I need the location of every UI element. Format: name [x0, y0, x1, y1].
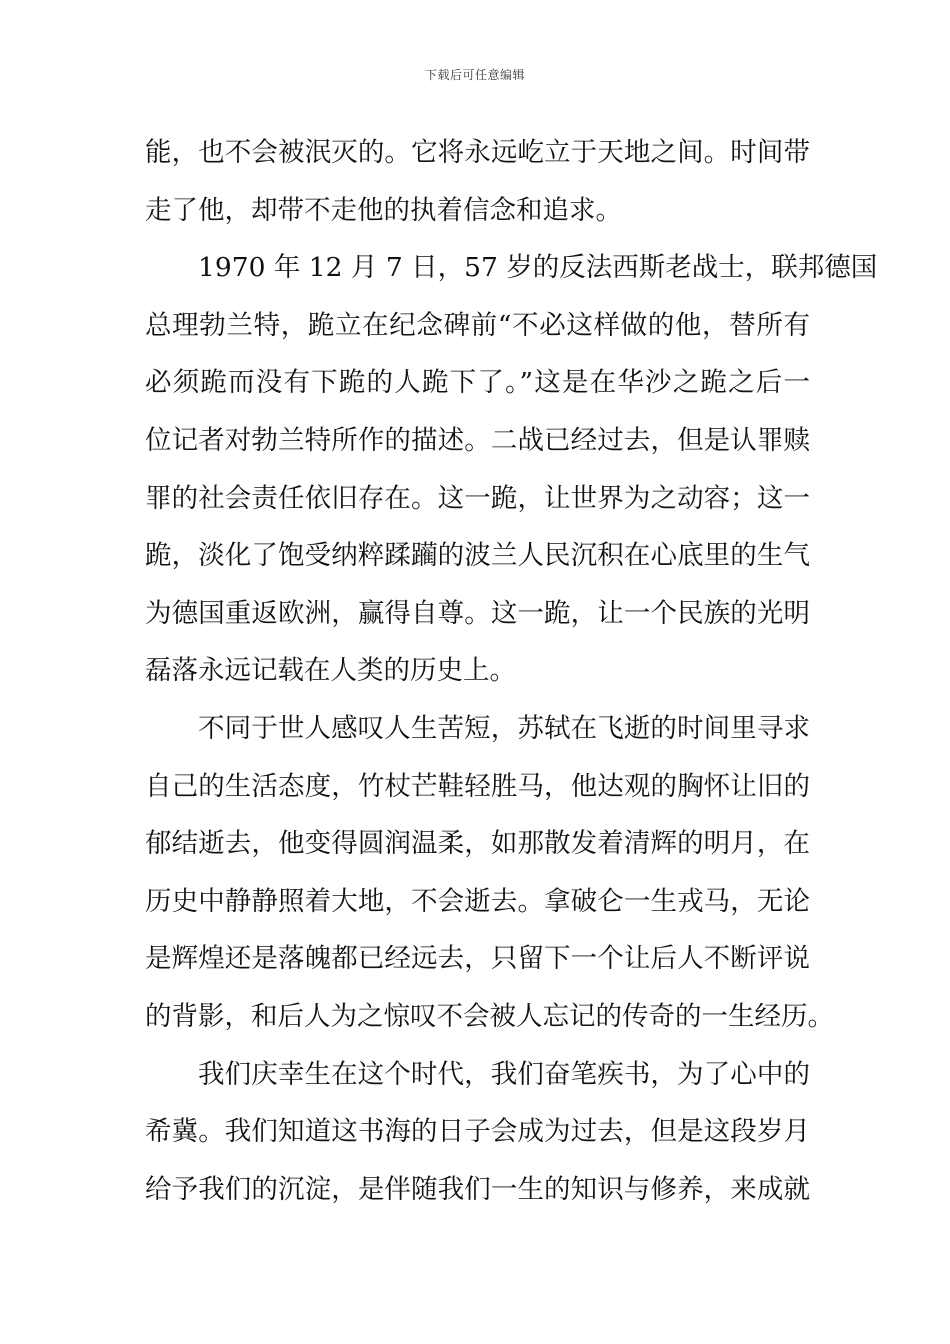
text-line: 自己的生活态度，竹杖芒鞋轻胜马，他达观的胸怀让旧的: [145, 770, 810, 802]
text-line: 希冀。我们知道这书海的日子会成为过去，但是这段岁月: [145, 1116, 810, 1148]
text-line: 罪的社会责任依旧存在。这一跪，让世界为之动容；这一: [145, 482, 810, 514]
body-text: [145, 130, 878, 1224]
text-line: 的背影，和后人为之惊叹不会被人忘记的传奇的一生经历。: [145, 1000, 834, 1032]
text-line: 给予我们的沉淀，是伴随我们一生的知识与修养，来成就: [145, 1173, 810, 1205]
text-line: 我们庆幸生在这个时代，我们奋笔疾书，为了心中的: [198, 1058, 810, 1090]
text-line: 不同于世人感叹人生苦短，苏轼在飞逝的时间里寻求: [198, 712, 810, 744]
text-line: 1970 年 12 月 7 日，57 岁的反法西斯老战士，联邦德国: [198, 252, 878, 284]
text-line: 是辉煌还是落魄都已经远去，只留下一个让后人不断评说: [145, 943, 810, 975]
text-line: 必须跪而没有下跪的人跪下了。”这是在华沙之跪之后一: [145, 367, 810, 399]
text-line: 历史中静静照着大地，不会逝去。拿破仑一生戎马，无论: [145, 885, 810, 917]
text-line: 郁结逝去，他变得圆润温柔，如那散发着清辉的明月，在: [145, 828, 810, 860]
text-line: 位记者对勃兰特所作的描述。二战已经过去，但是认罪赎: [145, 424, 810, 456]
text-line: 能，也不会被泯灭的。它将永远屹立于天地之间。时间带: [145, 137, 810, 168]
text-line: 走了他，却带不走他的执着信念和追求。: [145, 194, 622, 226]
text-line: 总理勃兰特，跪立在纪念碑前“不必这样做的他，替所有: [145, 309, 810, 341]
text-line: 磊落永远记载在人类的历史上。: [145, 655, 516, 687]
text-line: 为德国重返欧洲，赢得自尊。这一跪，让一个民族的光明: [145, 597, 810, 629]
page-header: 下载后可任意编辑: [424, 68, 525, 82]
text-line: 跪，淡化了饱受纳粹蹂躏的波兰人民沉积在心底里的生气: [145, 540, 810, 572]
